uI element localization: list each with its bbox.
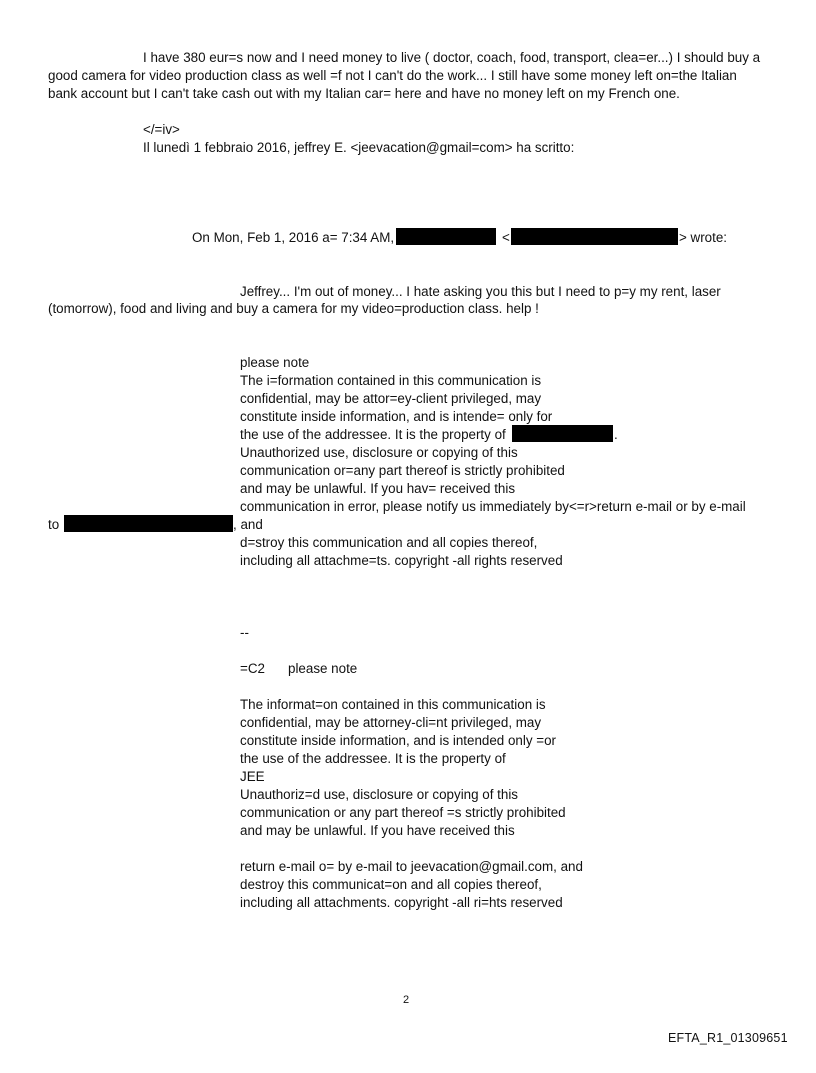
body-line: bank account but I can't take cash out with my Italian car= here and have no money left on my French one. bbox=[48, 86, 680, 101]
notice-line: and may be unlawful. If you have received this bbox=[240, 823, 515, 838]
notice-line: destroy this communicat=on and all copies thereof, bbox=[240, 877, 542, 892]
redaction-box bbox=[396, 228, 496, 245]
redaction-box bbox=[511, 228, 678, 245]
notice-line: the use of the addressee. It is the property of bbox=[240, 751, 506, 766]
notice-line: and may be unlawful. If you hav= received this bbox=[240, 481, 516, 496]
notice-line: please note bbox=[240, 355, 310, 370]
notice-line: including all attachme=ts. copyright -all rights reserved bbox=[240, 553, 563, 568]
notice-line: constitute inside information, and is intended only =or bbox=[240, 733, 556, 748]
redaction-box bbox=[64, 515, 233, 532]
notice-line: communication or=any part thereof is strictly prohibited bbox=[240, 463, 565, 478]
notice-line: confidential, may be attorney-cli=nt privileged, may bbox=[240, 715, 542, 730]
notice-line: communication or any part thereof =s strictly prohibited bbox=[240, 805, 566, 820]
body-line: Jeffrey... I'm out of money... I hate asking you this but I need to p=y my rent, laser bbox=[240, 284, 721, 299]
notice-line: d=stroy this communication and all copies thereof, bbox=[240, 535, 538, 550]
notice-line: Unauthorized use, disclosure or copying of this bbox=[240, 445, 518, 460]
notice-heading: please note bbox=[288, 661, 358, 676]
notice-line: communication in error, please notify us immediately by<=r>return e-mail or by e-mail bbox=[240, 499, 746, 514]
reply-header: On Mon, Feb 1, 2016 a= 7:34 AM, bbox=[192, 230, 395, 245]
notice-line: confidential, may be attor=ey-client privileged, may bbox=[240, 391, 542, 406]
notice-line: return e-mail o= by e-mail to jeevacation@gmail.com, and bbox=[240, 859, 583, 874]
body-line: good camera for video production class as well =f not I can't do the work... I still have some money left on=the Italian bbox=[48, 68, 737, 83]
notice-line: JEE bbox=[240, 769, 265, 784]
notice-line: the use of the addressee. It is the property of bbox=[240, 427, 506, 442]
div-tag: </=iv> bbox=[143, 122, 180, 137]
notice-and: , and bbox=[233, 517, 263, 532]
body-line: (tomorrow), food and living and buy a camera for my video=production class. help ! bbox=[48, 301, 539, 316]
quote-header: Il lunedì 1 febbraio 2016, jeffrey E. <jeevacation@gmail=com> ha scritto: bbox=[143, 140, 575, 155]
signature-dashes: -- bbox=[240, 625, 249, 640]
reply-header-suffix: > wrote: bbox=[679, 230, 728, 245]
body-line: I have 380 eur=s now and I need money to live ( doctor, coach, food, transport, clea=er...) I should buy a bbox=[143, 50, 761, 65]
encoding-artifact: =C2 bbox=[240, 661, 265, 676]
page-number: 2 bbox=[403, 994, 410, 1006]
notice-period: . bbox=[614, 427, 618, 442]
reply-header-lt: < bbox=[502, 230, 510, 245]
notice-line: constitute inside information, and is intende= only for bbox=[240, 409, 553, 424]
notice-line: The i=formation contained in this communication is bbox=[240, 373, 542, 388]
notice-line: Unauthoriz=d use, disclosure or copying of this bbox=[240, 787, 519, 802]
notice-line: including all attachments. copyright -all ri=hts reserved bbox=[240, 895, 563, 910]
notice-to: to bbox=[48, 517, 60, 532]
notice-line: The informat=on contained in this communication is bbox=[240, 697, 546, 712]
bates-number: EFTA_R1_01309651 bbox=[668, 1031, 788, 1045]
redaction-box bbox=[512, 425, 613, 442]
